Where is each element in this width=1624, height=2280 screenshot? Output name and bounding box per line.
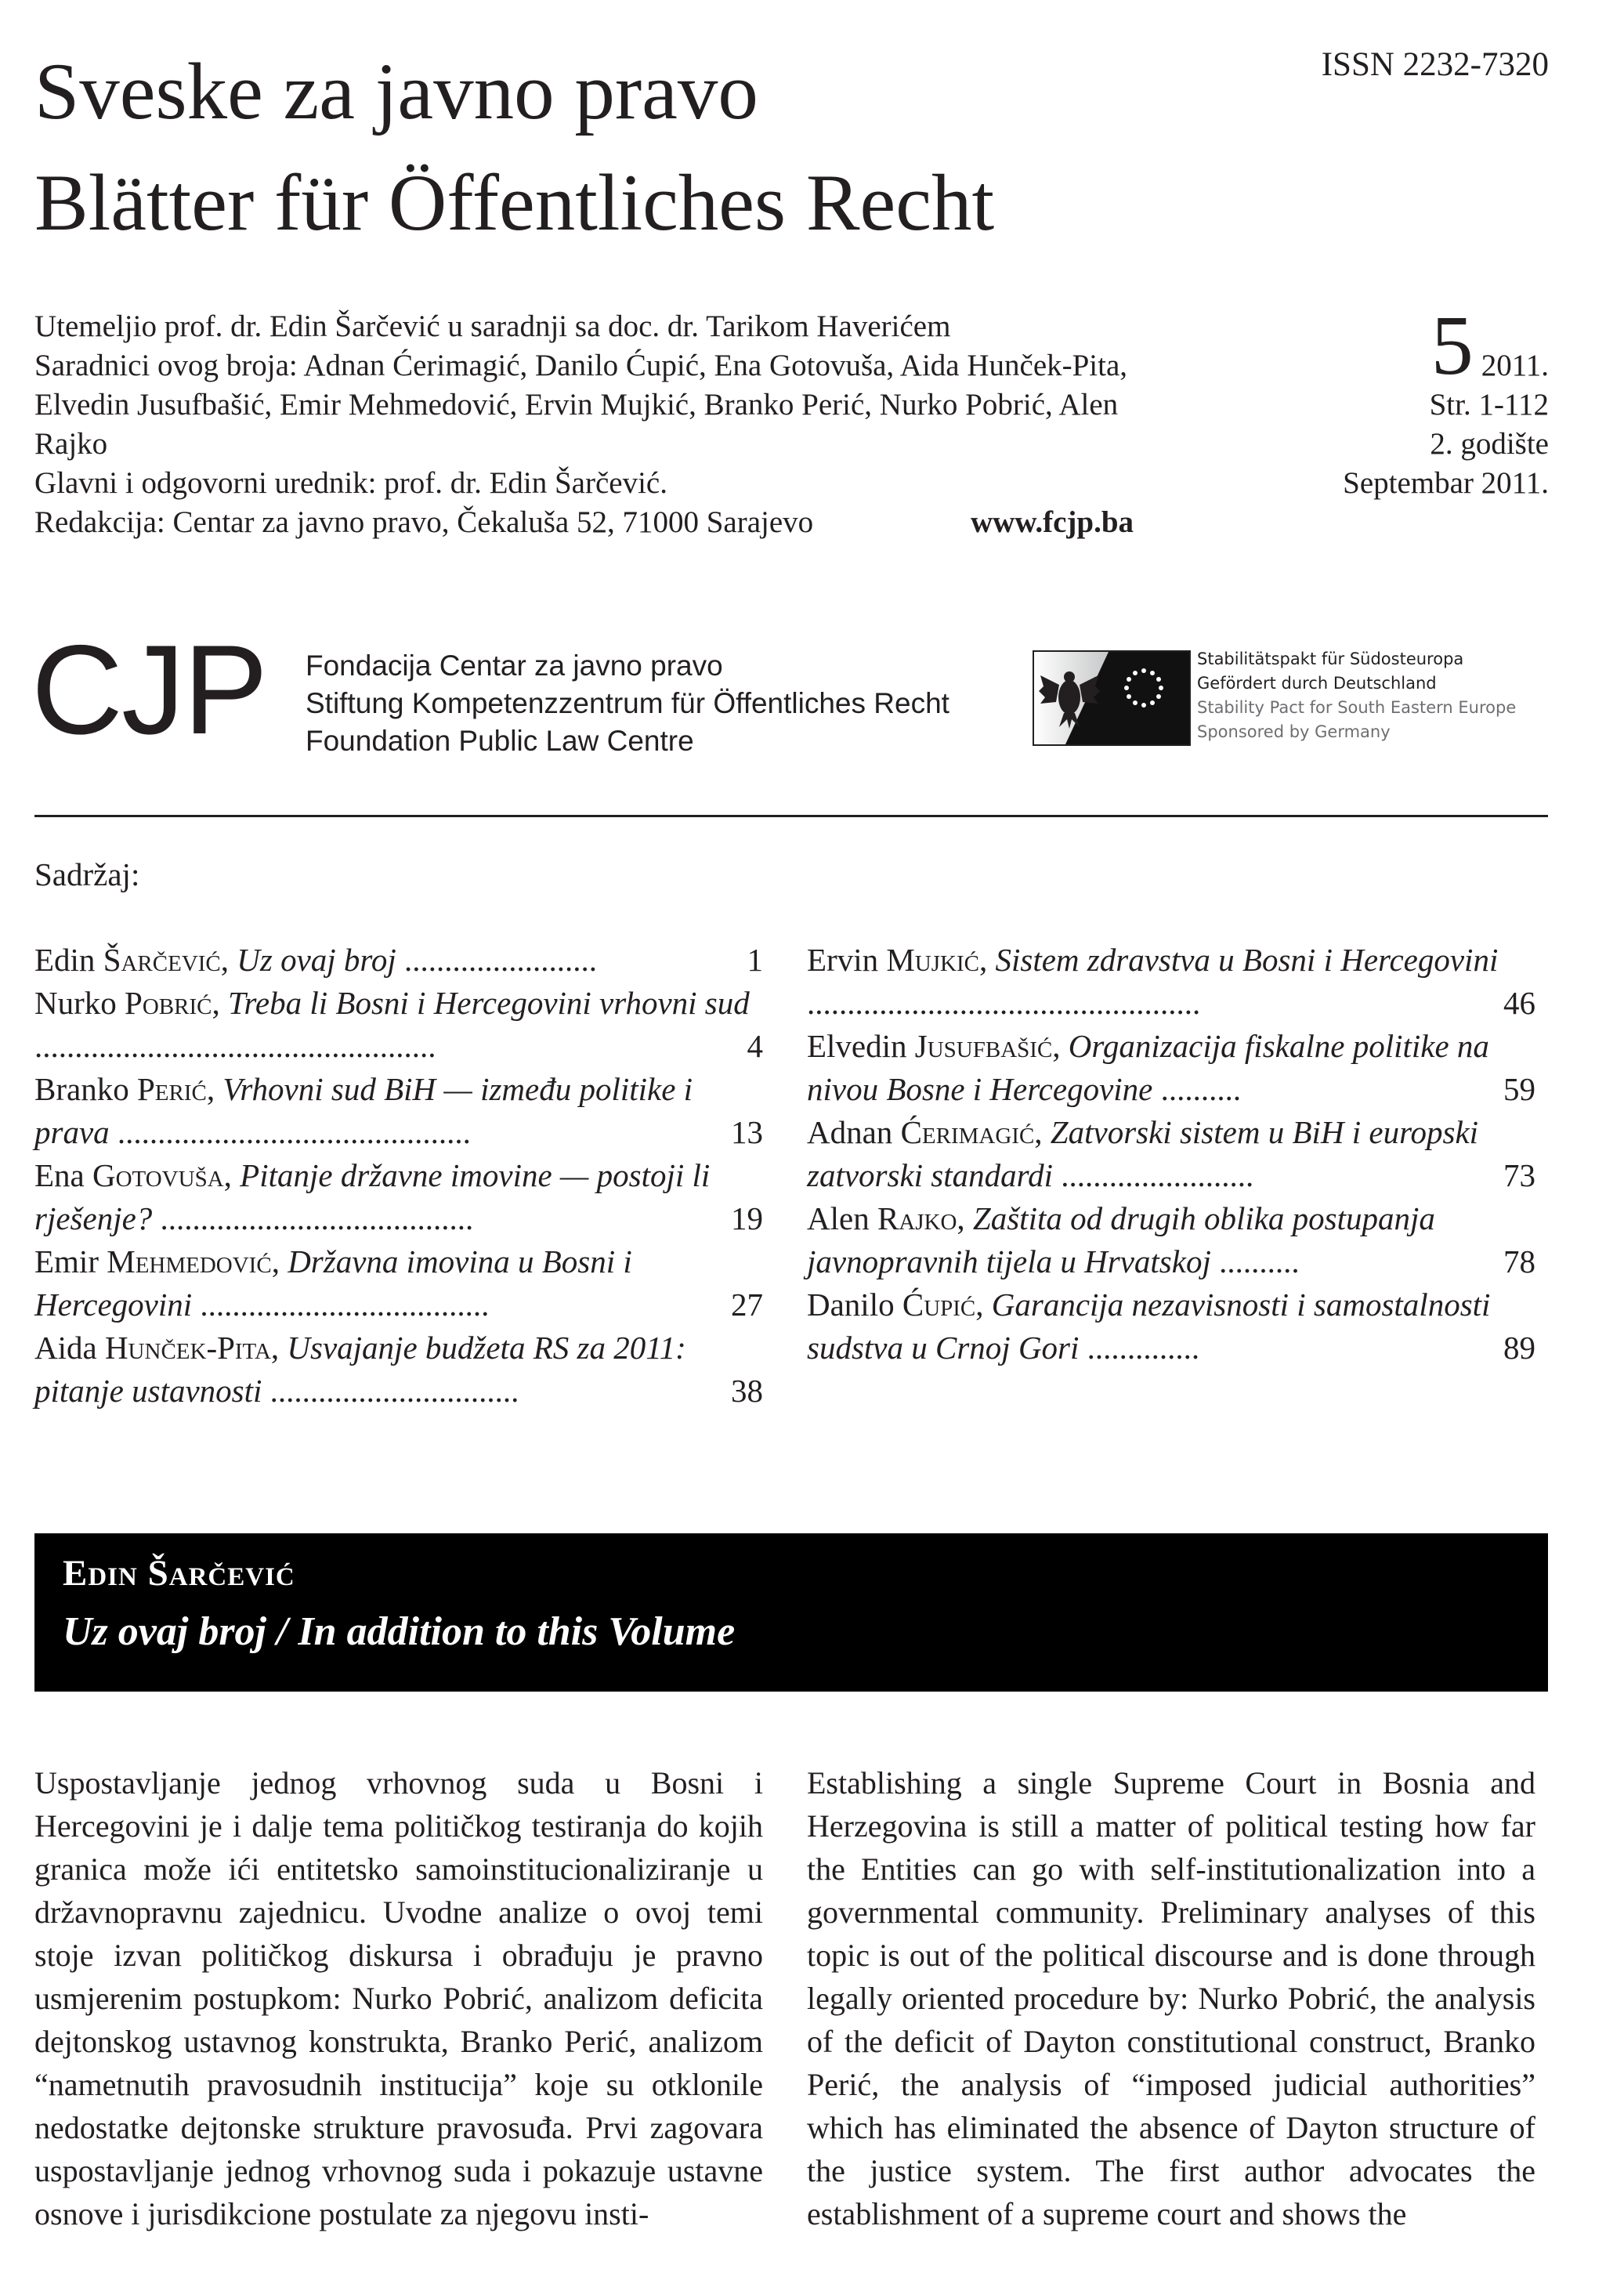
toc-page: 13 (731, 1114, 763, 1150)
toc-page: 46 (1503, 985, 1535, 1021)
journal-title-bs: Sveske za javno pravo (34, 47, 758, 136)
toc-entry[interactable]: Edin Šarčević, Uz ovaj broj ........................ 1 (34, 939, 763, 982)
toc-entry[interactable]: Adnan Ćerimagić, Zatvorski sistem u BiH i europski zatvorski standardi ........................ 73 (807, 1111, 1535, 1197)
divider (34, 815, 1548, 817)
foundation-names (306, 647, 949, 760)
issue-number: 5 (1430, 299, 1474, 393)
foundation-name-bs: Fondacija Centar za javno pravo (306, 650, 723, 682)
article-title: Uz ovaj broj / In addition to this Volume (63, 1609, 736, 1654)
toc-heading: Sadržaj: (34, 856, 140, 892)
toc-page: 59 (1503, 1071, 1535, 1107)
toc-page: 27 (731, 1287, 763, 1323)
toc-page: 4 (747, 1028, 763, 1064)
toc-entry[interactable]: Nurko Pobrić, Treba li Bosni i Hercegovini vrhovni sud .................................................. 4 (34, 982, 763, 1068)
toc-entry[interactable]: Branko Perić, Vrhovni sud BiH — između politike i prava ............................................ 13 (34, 1068, 763, 1154)
issue-volume: 2. godište (1430, 427, 1549, 461)
sponsor-line: Sponsored by Germany (1197, 722, 1391, 741)
issue-pages: Str. 1-112 (1429, 388, 1549, 422)
toc-entry[interactable]: Alen Rajko, Zaštita od drugih oblika postupanja javnopravnih tijela u Hrvatskoj .......... 78 (807, 1197, 1535, 1283)
masthead-line: Elvedin Jusufbašić, Emir Mehmedović, Ervin Mujkić, Branko Perić, Nurko Pobrić, Alen (34, 388, 1119, 422)
toc-page: 1 (747, 942, 763, 978)
masthead-line: Saradnici ovog broja: Adnan Ćerimagić, Danilo Ćupić, Ena Gotovuša, Aida Hunček-Pita, (34, 349, 1128, 382)
journal-title-de: Blätter für Öffentliches Recht (34, 158, 995, 248)
toc-entry[interactable]: Aida Hunček-Pita, Usvajanje budžeta RS za 2011: pitanje ustavnosti ............................... 38 (34, 1326, 763, 1413)
german-eagle-eu-stars-icon (1033, 650, 1191, 746)
issue-year: 2011. (1481, 349, 1549, 382)
toc-page: 73 (1503, 1157, 1535, 1193)
article-body-bs: Uspostavljanje jednog vrhovnog suda u Bosni i Hercegovini je i dalje tema političkog testiranja do kojih granica može ići entitetsko samoinstitucionaliziranje u državnopravnu zajednicu. Uvodne analize o ovoj temi stoje izvan političkog diskursa i obrađuju je pravno usmjerenim postupkom: Nurko Pobrić, analizom deficita dejtonskog ustavnog konstrukta, Branko Perić, analizom “nametnutih pravosudnih institucija” koje su otklonile nedostatke dejtonske strukture pravosuđa. Prvi zagovara uspostavljanje jednog vrhovnog suda i pokazuje ustavne osnove i jurisdikcione postulate za njegovu insti- (34, 1765, 763, 2231)
foundation-name-en: Foundation Public Law Centre (306, 725, 694, 757)
toc-page: 19 (731, 1200, 763, 1236)
sponsor-line: Stabilitätspakt für Südosteuropa (1197, 650, 1464, 668)
issue-date: Septembar 2011. (1343, 466, 1549, 500)
toc-page: 38 (731, 1373, 763, 1409)
masthead-line: Glavni i odgovorni urednik: prof. dr. Edin Šarčević. (34, 466, 667, 500)
article-banner (34, 1533, 1548, 1692)
toc-entry[interactable]: Ervin Mujkić, Sistem zdravstva u Bosni i Hercegovini ................................................. 46 (807, 939, 1535, 1025)
toc-right-column (807, 939, 1535, 1370)
cjp-logo: CJP (31, 619, 267, 761)
article-body-en: Establishing a single Supreme Court in Bosnia and Herzegovina is still a matter of political testing how far the Entities can go with self-institutionalization into a governmental community. Preliminary analyses of this topic is out of the political discourse and is done through legally oriented procedure by: Nurko Pobrić, the analysis of the deficit of Dayton constitutional construct, Branko Perić, the analysis of “imposed judicial authorities” which has eliminated the absence of Dayton structure of the justice system. The first author advocates the establishment of a supreme court and shows the (807, 1765, 1535, 2231)
masthead-line: Redakcija: Centar za javno pravo, Čekaluša 52, 71000 Sarajevo (34, 505, 814, 539)
toc-page: 89 (1503, 1330, 1535, 1366)
toc-entry[interactable]: Elvedin Jusufbašić, Organizacija fiskalne politike na nivou Bosne i Hercegovine .......... 59 (807, 1025, 1535, 1111)
sponsor-line: Gefördert durch Deutschland (1197, 674, 1437, 693)
toc-entry[interactable]: Danilo Ćupić, Garancija nezavisnosti i samostalnosti sudstva u Crnoj Gori .............. 89 (807, 1283, 1535, 1370)
sponsor-text (1197, 647, 1516, 744)
toc-entry[interactable]: Ena Gotovuša, Pitanje državne imovine — postoji li rješenje? ....................................... 19 (34, 1154, 763, 1240)
masthead-line: Rajko (34, 427, 108, 461)
sponsor-line: Stability Pact for South Eastern Europe (1197, 698, 1517, 717)
toc-page: 78 (1503, 1243, 1535, 1279)
issn: ISSN 2232-7320 (1321, 46, 1549, 83)
issue-info (1343, 299, 1549, 503)
article-author: Edin Šarčević (63, 1553, 295, 1594)
foundation-name-de: Stiftung Kompetenzzentrum für Öffentliches Recht (306, 687, 949, 719)
masthead-line: Utemeljio prof. dr. Edin Šarčević u saradnji sa doc. dr. Tarikom Haverićem (34, 309, 951, 343)
toc-left-column (34, 939, 763, 1413)
website-link[interactable]: www.fcjp.ba (971, 505, 1134, 539)
masthead (34, 307, 1257, 542)
toc-entry[interactable]: Emir Mehmedović, Državna imovina u Bosni i Hercegovini .................................... 27 (34, 1240, 763, 1326)
